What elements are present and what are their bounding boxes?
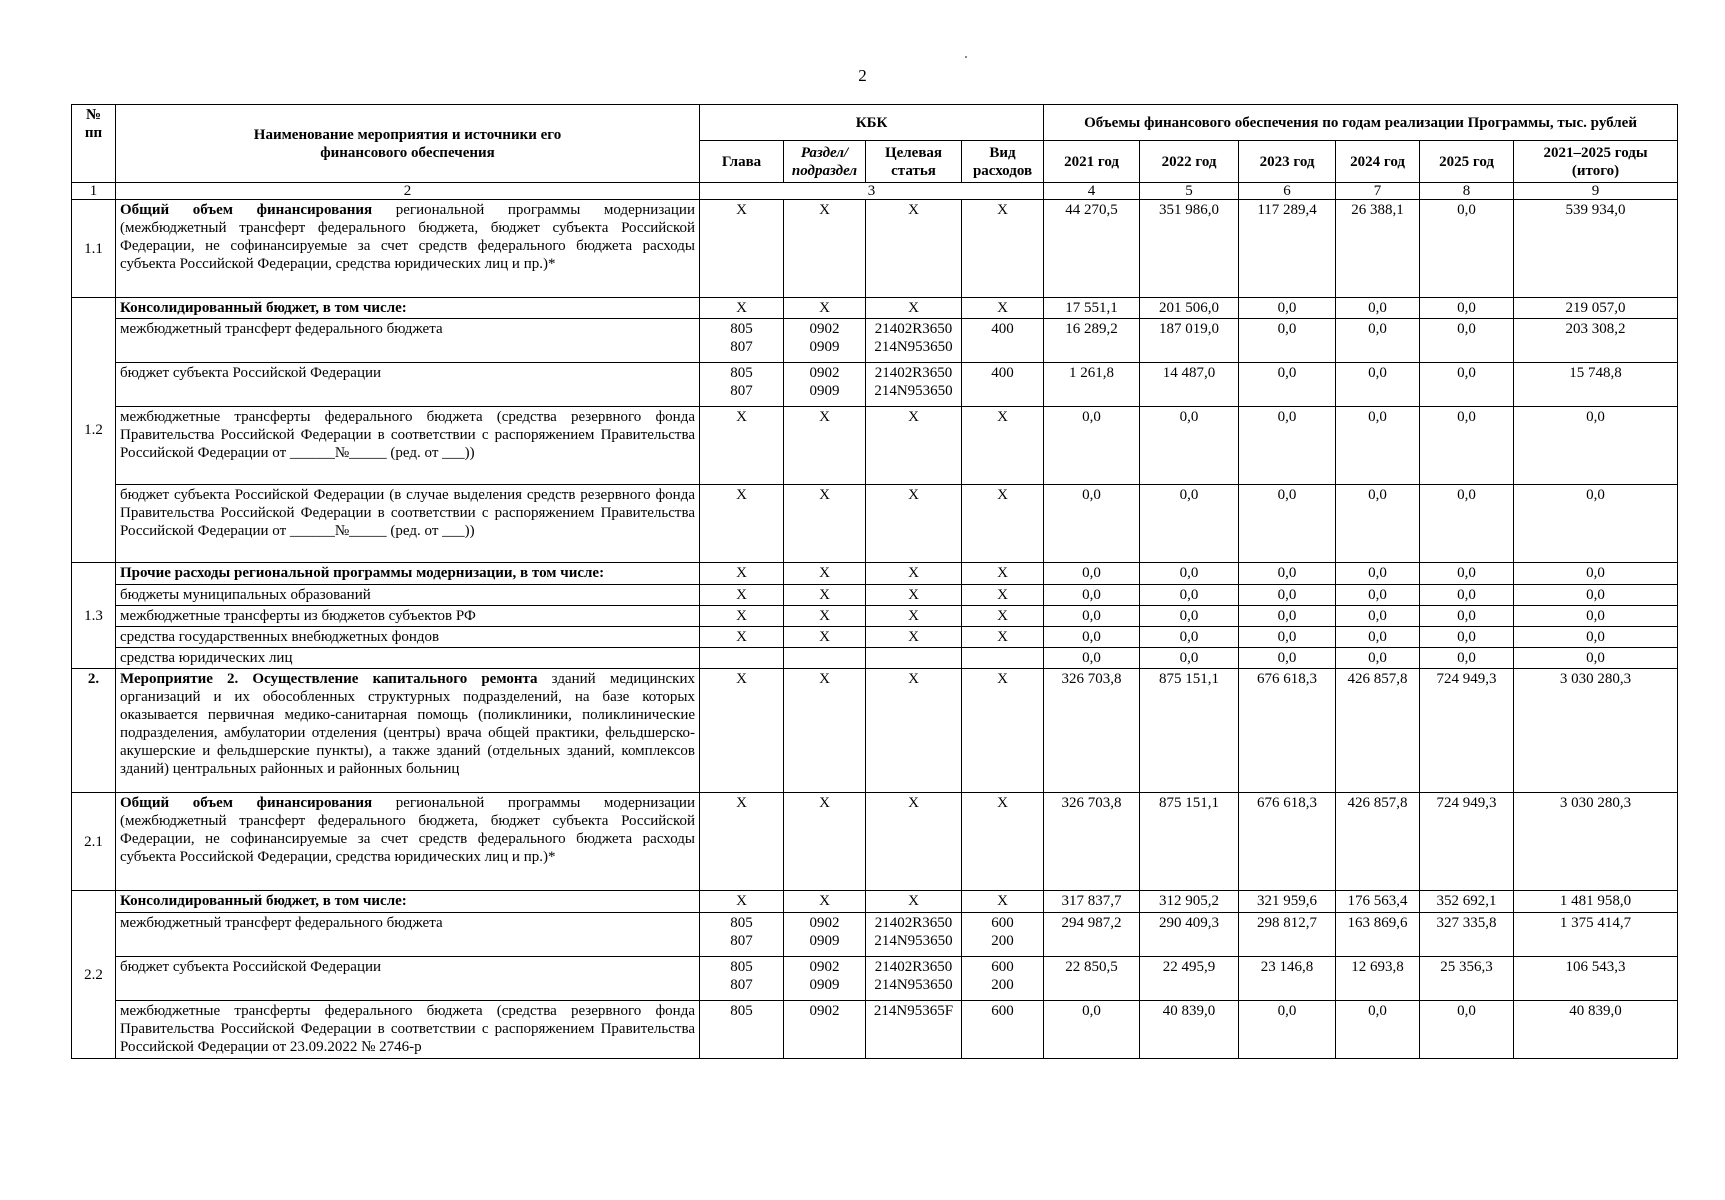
value-cell: 1 481 958,0	[1514, 891, 1678, 913]
value-cell: 290 409,3	[1140, 913, 1239, 957]
row-name-text: межбюджетный трансферт федерального бюджета	[120, 915, 443, 931]
value-cell: 176 563,4	[1336, 891, 1420, 913]
value-cell: 0,0	[1044, 485, 1140, 563]
kbk-statya: Х	[866, 585, 962, 606]
table-row	[72, 606, 1678, 627]
kbk-statya: Х	[866, 563, 962, 585]
kbk-razdel: 0902 0909	[784, 957, 866, 1001]
row-number: 2.	[72, 669, 116, 793]
kbk-razdel: Х	[784, 627, 866, 648]
value-cell: 676 618,3	[1239, 669, 1336, 793]
kbk-razdel: Х	[784, 669, 866, 793]
table-row	[72, 407, 1678, 485]
value-cell: 0,0	[1514, 585, 1678, 606]
value-cell: 0,0	[1514, 648, 1678, 669]
kbk-statya: Х	[866, 891, 962, 913]
kbk-statya	[866, 648, 962, 669]
row-name-text: средства государственных внебюджетных фондов	[120, 629, 440, 645]
kbk-vid: Х	[962, 200, 1044, 298]
table-row	[72, 563, 1678, 585]
value-cell: 0,0	[1044, 1001, 1140, 1059]
kbk-statya: Х	[866, 298, 962, 319]
value-cell: 0,0	[1514, 563, 1678, 585]
table-row	[72, 793, 1678, 891]
kbk-vid: Х	[962, 891, 1044, 913]
kbk-statya: Х	[866, 200, 962, 298]
value-cell: 201 506,0	[1140, 298, 1239, 319]
value-cell: 14 487,0	[1140, 363, 1239, 407]
row-name	[116, 319, 700, 363]
kbk-glava: 805	[700, 1001, 784, 1059]
row-name-text: межбюджетный трансферт федерального бюджета	[120, 321, 443, 337]
value-cell: 219 057,0	[1514, 298, 1678, 319]
table-row	[72, 957, 1678, 1001]
financing-table	[71, 104, 1678, 1059]
index-cell: 9	[1514, 183, 1678, 200]
kbk-vid: Х	[962, 669, 1044, 793]
value-cell: 0,0	[1420, 485, 1514, 563]
table-body	[72, 200, 1678, 1059]
value-cell: 0,0	[1044, 407, 1140, 485]
table-row	[72, 585, 1678, 606]
value-cell: 0,0	[1140, 407, 1239, 485]
value-cell: 875 151,1	[1140, 793, 1239, 891]
value-cell: 875 151,1	[1140, 669, 1239, 793]
kbk-vid: Х	[962, 793, 1044, 891]
value-cell: 0,0	[1336, 648, 1420, 669]
value-cell: 117 289,4	[1239, 200, 1336, 298]
value-cell: 187 019,0	[1140, 319, 1239, 363]
kbk-glava: Х	[700, 200, 784, 298]
value-cell: 0,0	[1239, 485, 1336, 563]
value-cell: 0,0	[1044, 606, 1140, 627]
kbk-vid: 600	[962, 1001, 1044, 1059]
value-cell: 16 289,2	[1044, 319, 1140, 363]
kbk-razdel: Х	[784, 485, 866, 563]
row-number: 2.1	[72, 793, 116, 891]
kbk-vid: 600 200	[962, 913, 1044, 957]
value-cell: 0,0	[1239, 363, 1336, 407]
value-cell: 0,0	[1336, 485, 1420, 563]
kbk-statya: 21402R3650 214N953650	[866, 957, 962, 1001]
header-statya: Целевая статья	[866, 141, 962, 183]
row-name-text: бюджеты муниципальных образований	[120, 587, 371, 603]
row-name-text: бюджет субъекта Российской Федерации	[120, 959, 382, 975]
kbk-razdel: 0902 0909	[784, 913, 866, 957]
value-cell: 0,0	[1239, 407, 1336, 485]
value-cell: 0,0	[1336, 627, 1420, 648]
index-cell: 4	[1044, 183, 1140, 200]
value-cell: 352 692,1	[1420, 891, 1514, 913]
header-razdel: Раздел/ подраздел	[784, 141, 866, 183]
header-year-2025: 2025 год	[1420, 141, 1514, 183]
value-cell: 106 543,3	[1514, 957, 1678, 1001]
kbk-glava: Х	[700, 793, 784, 891]
page-number: 2	[858, 66, 867, 85]
row-name	[116, 1001, 700, 1059]
value-cell: 0,0	[1044, 648, 1140, 669]
kbk-statya: 21402R3650 214N953650	[866, 913, 962, 957]
value-cell: 0,0	[1336, 1001, 1420, 1059]
row-name	[116, 913, 700, 957]
index-cell: 5	[1140, 183, 1239, 200]
value-cell: 17 551,1	[1044, 298, 1140, 319]
value-cell: 22 850,5	[1044, 957, 1140, 1001]
value-cell: 0,0	[1514, 485, 1678, 563]
value-cell: 294 987,2	[1044, 913, 1140, 957]
table-row	[72, 1001, 1678, 1059]
value-cell: 326 703,8	[1044, 793, 1140, 891]
table-row	[72, 891, 1678, 913]
value-cell: 0,0	[1239, 627, 1336, 648]
value-cell: 0,0	[1420, 407, 1514, 485]
kbk-razdel: Х	[784, 563, 866, 585]
kbk-razdel: Х	[784, 585, 866, 606]
table-row	[72, 648, 1678, 669]
value-cell: 26 388,1	[1336, 200, 1420, 298]
value-cell: 0,0	[1239, 319, 1336, 363]
value-cell: 0,0	[1336, 319, 1420, 363]
value-cell: 0,0	[1140, 563, 1239, 585]
row-name-bold: Общий объем финансирования	[120, 202, 373, 218]
value-cell: 539 934,0	[1514, 200, 1678, 298]
row-name-text: зданий медицинских организаций и их обособленных структурных подразделений, на базе которых оказывается первичная медико-санитарная помощь (поликлиники, поликлинические подразделения, амбулатории отделения (центры) врача общей практики, фельдшерско-акушерские и фельдшерские пункты), а также зданий (отдельных зданий, комплексов зданий) центральных районных и районных больниц	[120, 671, 695, 777]
row-name	[116, 957, 700, 1001]
value-cell: 0,0	[1336, 585, 1420, 606]
kbk-razdel: Х	[784, 891, 866, 913]
table-row	[72, 485, 1678, 563]
row-name-bold: Консолидированный бюджет, в том числе:	[120, 300, 407, 316]
kbk-statya: 214N95365F	[866, 1001, 962, 1059]
kbk-glava: Х	[700, 627, 784, 648]
kbk-statya: Х	[866, 627, 962, 648]
kbk-statya: Х	[866, 485, 962, 563]
value-cell: 0,0	[1420, 363, 1514, 407]
row-name-text: средства юридических лиц	[120, 650, 293, 666]
row-name	[116, 407, 700, 485]
kbk-razdel: Х	[784, 298, 866, 319]
header-year-2021: 2021 год	[1044, 141, 1140, 183]
value-cell: 0,0	[1420, 563, 1514, 585]
value-cell: 163 869,6	[1336, 913, 1420, 957]
kbk-vid: 400	[962, 319, 1044, 363]
value-cell: 426 857,8	[1336, 669, 1420, 793]
kbk-glava: Х	[700, 485, 784, 563]
value-cell: 0,0	[1140, 585, 1239, 606]
value-cell: 0,0	[1420, 319, 1514, 363]
value-cell: 0,0	[1420, 606, 1514, 627]
value-cell: 22 495,9	[1140, 957, 1239, 1001]
value-cell: 1 261,8	[1044, 363, 1140, 407]
header-year-2023: 2023 год	[1239, 141, 1336, 183]
row-name	[116, 585, 700, 606]
value-cell: 0,0	[1336, 606, 1420, 627]
kbk-glava: Х	[700, 606, 784, 627]
row-name-bold: Прочие расходы региональной программы модернизации, в том числе:	[120, 565, 605, 581]
value-cell: 0,0	[1239, 648, 1336, 669]
kbk-razdel: 0902 0909	[784, 363, 866, 407]
value-cell: 676 618,3	[1239, 793, 1336, 891]
kbk-vid: 400	[962, 363, 1044, 407]
kbk-statya: 21402R3650 214N953650	[866, 363, 962, 407]
table-row	[72, 627, 1678, 648]
row-name	[116, 200, 700, 298]
kbk-statya: Х	[866, 669, 962, 793]
table-row	[72, 319, 1678, 363]
index-cell: 2	[116, 183, 700, 200]
header-total: 2021–2025 годы (итого)	[1514, 141, 1678, 183]
value-cell: 0,0	[1420, 648, 1514, 669]
value-cell: 0,0	[1514, 627, 1678, 648]
row-name-bold: Общий объем финансирования	[120, 795, 373, 811]
kbk-vid: Х	[962, 485, 1044, 563]
table-row	[72, 363, 1678, 407]
index-cell: 7	[1336, 183, 1420, 200]
kbk-razdel: Х	[784, 793, 866, 891]
value-cell: 317 837,7	[1044, 891, 1140, 913]
value-cell: 351 986,0	[1140, 200, 1239, 298]
row-name-text: межбюджетные трансферты федерального бюджета (средства резервного фонда Правительства Российской Федерации в соответствии с распоряжением Правительства Российской Федерации от 23.09.2022 № 2746-р	[120, 1003, 695, 1055]
header-year-2022: 2022 год	[1140, 141, 1239, 183]
value-cell: 0,0	[1420, 627, 1514, 648]
kbk-vid: 600 200	[962, 957, 1044, 1001]
row-name	[116, 627, 700, 648]
kbk-razdel: Х	[784, 200, 866, 298]
kbk-glava: 805 807	[700, 957, 784, 1001]
value-cell: 0,0	[1420, 1001, 1514, 1059]
kbk-statya: 21402R3650 214N953650	[866, 319, 962, 363]
kbk-glava: Х	[700, 891, 784, 913]
row-name	[116, 606, 700, 627]
header-volumes: Объемы финансового обеспечения по годам реализации Программы, тыс. рублей	[1044, 105, 1678, 141]
kbk-vid: Х	[962, 627, 1044, 648]
kbk-statya: Х	[866, 407, 962, 485]
kbk-razdel: 0902	[784, 1001, 866, 1059]
value-cell: 426 857,8	[1336, 793, 1420, 891]
header-vid: Вид расходов	[962, 141, 1044, 183]
kbk-glava: Х	[700, 585, 784, 606]
row-name-bold: Мероприятие 2. Осуществление капитального ремонта	[120, 671, 538, 687]
kbk-statya: Х	[866, 793, 962, 891]
row-name-bold: Консолидированный бюджет, в том числе:	[120, 893, 407, 909]
kbk-statya: Х	[866, 606, 962, 627]
index-row	[72, 183, 1678, 200]
row-name	[116, 563, 700, 585]
kbk-vid: Х	[962, 563, 1044, 585]
row-name-text: региональной программы модернизации (межбюджетный трансферт федерального бюджета, бюджет субъекта Российской Федерации, не софинансируемые за счет средств федерального бюджета расходы субъекта Российской Федерации, средства юридических лиц и пр.)*	[120, 795, 695, 865]
header-glava: Глава	[700, 141, 784, 183]
value-cell: 0,0	[1044, 585, 1140, 606]
value-cell: 0,0	[1140, 606, 1239, 627]
value-cell: 40 839,0	[1140, 1001, 1239, 1059]
scan-speck	[965, 56, 967, 58]
kbk-glava: Х	[700, 563, 784, 585]
value-cell: 0,0	[1420, 298, 1514, 319]
value-cell: 44 270,5	[1044, 200, 1140, 298]
table-row	[72, 200, 1678, 298]
table-row	[72, 913, 1678, 957]
value-cell: 0,0	[1514, 407, 1678, 485]
value-cell: 0,0	[1140, 485, 1239, 563]
value-cell: 23 146,8	[1239, 957, 1336, 1001]
value-cell: 0,0	[1336, 407, 1420, 485]
header-kbk: КБК	[700, 105, 1044, 141]
value-cell: 0,0	[1336, 563, 1420, 585]
row-number: 1.1	[72, 200, 116, 298]
kbk-vid: Х	[962, 606, 1044, 627]
value-cell: 0,0	[1239, 1001, 1336, 1059]
kbk-glava: 805 807	[700, 363, 784, 407]
kbk-vid: Х	[962, 298, 1044, 319]
row-name	[116, 669, 700, 793]
kbk-razdel: Х	[784, 606, 866, 627]
row-name-text: бюджет субъекта Российской Федерации	[120, 365, 382, 381]
value-cell: 724 949,3	[1420, 793, 1514, 891]
value-cell: 0,0	[1239, 606, 1336, 627]
value-cell: 298 812,7	[1239, 913, 1336, 957]
kbk-razdel: Х	[784, 407, 866, 485]
value-cell: 0,0	[1420, 585, 1514, 606]
row-name-text: бюджет субъекта Российской Федерации (в случае выделения средств резервного фонда Правительства Российской Федерации в соответствии с распоряжением Правительства Российской Федерации от ______№_____ (ред. от ___))	[120, 487, 695, 539]
kbk-razdel	[784, 648, 866, 669]
kbk-glava: 805 807	[700, 319, 784, 363]
value-cell: 0,0	[1420, 200, 1514, 298]
header-year-2024: 2024 год	[1336, 141, 1420, 183]
row-name-text: межбюджетные трансферты из бюджетов субъектов РФ	[120, 608, 476, 624]
value-cell: 327 335,8	[1420, 913, 1514, 957]
value-cell: 724 949,3	[1420, 669, 1514, 793]
value-cell: 15 748,8	[1514, 363, 1678, 407]
header-no: № пп	[72, 105, 116, 183]
value-cell: 0,0	[1044, 563, 1140, 585]
row-number: 1.3	[72, 563, 116, 669]
value-cell: 3 030 280,3	[1514, 669, 1678, 793]
value-cell: 0,0	[1336, 298, 1420, 319]
value-cell: 0,0	[1239, 298, 1336, 319]
kbk-vid: Х	[962, 585, 1044, 606]
value-cell: 25 356,3	[1420, 957, 1514, 1001]
index-cell: 3	[700, 183, 1044, 200]
kbk-glava: Х	[700, 669, 784, 793]
value-cell: 203 308,2	[1514, 319, 1678, 363]
row-name-text: региональной программы модернизации (межбюджетный трансферт федерального бюджета, бюджет субъекта Российской Федерации, не софинансируемые за счет средств федерального бюджета расходы субъекта Российской Федерации, средства юридических лиц и пр.)*	[120, 202, 695, 272]
value-cell: 321 959,6	[1239, 891, 1336, 913]
row-name-text: межбюджетные трансферты федерального бюджета (средства резервного фонда Правительства Российской Федерации в соответствии с распоряжением Правительства Российской Федерации от ______№_____ (ред. от ___))	[120, 409, 695, 461]
value-cell: 0,0	[1336, 363, 1420, 407]
value-cell: 0,0	[1239, 585, 1336, 606]
kbk-vid: Х	[962, 407, 1044, 485]
value-cell: 3 030 280,3	[1514, 793, 1678, 891]
index-cell: 1	[72, 183, 116, 200]
index-cell: 6	[1239, 183, 1336, 200]
row-name	[116, 485, 700, 563]
row-name	[116, 793, 700, 891]
value-cell: 40 839,0	[1514, 1001, 1678, 1059]
kbk-vid	[962, 648, 1044, 669]
value-cell: 0,0	[1140, 648, 1239, 669]
value-cell: 0,0	[1514, 606, 1678, 627]
kbk-glava: Х	[700, 407, 784, 485]
index-cell: 8	[1420, 183, 1514, 200]
table-row	[72, 298, 1678, 319]
table-row	[72, 669, 1678, 793]
value-cell: 312 905,2	[1140, 891, 1239, 913]
row-name	[116, 648, 700, 669]
value-cell: 1 375 414,7	[1514, 913, 1678, 957]
header-name: Наименование мероприятия и источники его финансового обеспечения	[116, 105, 700, 183]
value-cell: 12 693,8	[1336, 957, 1420, 1001]
kbk-glava: Х	[700, 298, 784, 319]
value-cell: 326 703,8	[1044, 669, 1140, 793]
value-cell: 0,0	[1239, 563, 1336, 585]
kbk-glava: 805 807	[700, 913, 784, 957]
row-number: 1.2	[72, 298, 116, 563]
value-cell: 0,0	[1044, 627, 1140, 648]
row-name	[116, 891, 700, 913]
value-cell: 0,0	[1140, 627, 1239, 648]
kbk-razdel: 0902 0909	[784, 319, 866, 363]
kbk-glava	[700, 648, 784, 669]
row-name	[116, 363, 700, 407]
row-name	[116, 298, 700, 319]
row-number: 2.2	[72, 891, 116, 1059]
